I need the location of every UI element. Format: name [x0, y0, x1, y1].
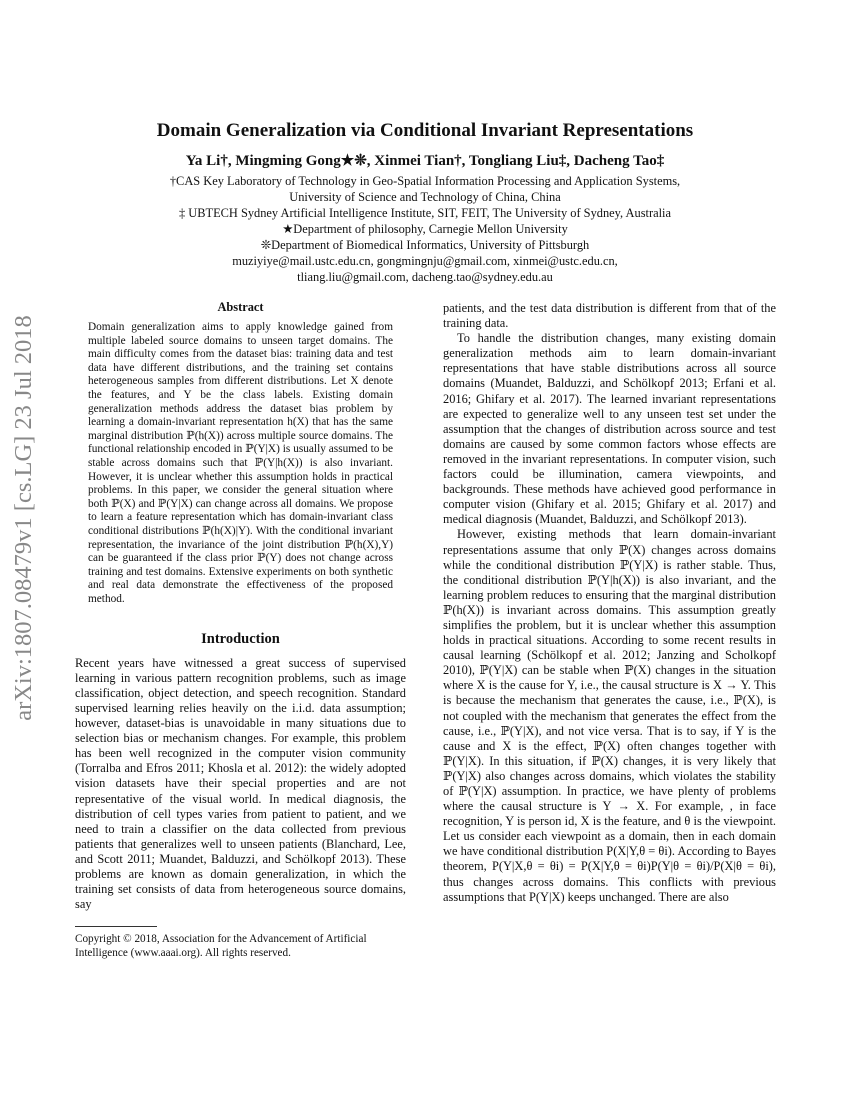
arxiv-stamp	[7, 298, 41, 738]
body-paragraph: However, existing methods that learn domain-invariant representations assume that only ℙ(X) changes across domains while the conditional distribution ℙ(Y|X) is rather stable. Thus, the conditional distribution ℙ(Y|h(X)) is also invariant, and the learning problem reduces to ensuring that the marginal distribution ℙ(h(X)) is invariant across domains. This assumption greatly simplifies the problem, but it is unclear whether this assumption holds in practical situations. According to some recent results in causal learning (Schölkopf et al. 2012; Janzing and Scholkopf 2010), ℙ(Y|X) can be stable when ℙ(X) changes in the situation where X is the cause for Y, i.e., the causal structure is X → Y. This is because the mechanism that generates the cause, i.e., ℙ(X), is not coupled with the mechanism that generates the effect from the cause, i.e., ℙ(Y|X), and not vice versa. That is to say, if Y is the cause and X is the effect, ℙ(X) often changes together with ℙ(Y|X). In this situation, if ℙ(X) changes, it is very likely that ℙ(Y|X) also changes across domains, which violates the stability of ℙ(Y|X) assumption. In practice, we have plenty of problems where the causal structure is Y → X. For example, , in face recognition, Y is person id, X is the feature, and θ is the viewpoint. Let us consider each viewpoint as a domain, then in each domain we have conditional distribution P(X|Y,θ = θi). According to Bayes theorem, P(Y|X,θ = θi) = P(X|Y,θ = θi)P(Y|θ = θi)/P(X|θ = θi), thus changes across domains. This conflicts with previous assumptions that P(Y|X) keeps unchanged. There are also	[443, 527, 776, 904]
affiliation-line: ‡ UBTECH Sydney Artificial Intelligence Institute, SIT, FEIT, The University of Sydney, Australia	[179, 206, 671, 220]
body-paragraph: To handle the distribution changes, many existing domain generalization methods aim to learn domain-invariant representations that have stable distributions across all source domains (Muandet, Balduzzi, and Schölkopf 2013; Erfani et al. 2016; Ghifary et al. 2017). The learned invariant representations are expected to generalize well to any unseen test set under the assumption that the changes of distribution across source and test domains are caused by some common factors whose effects are removed in the invariant representations. In computer vision, such factors could be illumination, camera viewpoints, and backgrounds. These methods have achieved good performance in computer vision (Ghifary et al. 2015; Ghifary et al. 2017) and medical diagnosis (Muandet, Balduzzi, and Schölkopf 2013).	[443, 331, 776, 527]
abstract-heading: Abstract	[217, 300, 264, 314]
author-list: Ya Li†, Mingming Gong★❊, Xinmei Tian†, Tongliang Liu‡, Dacheng Tao‡	[185, 153, 665, 169]
abstract-text: Domain generalization aims to apply knowledge gained from multiple labeled source domains to unseen target domains. The main difficulty comes from the dataset bias: training data and test data have different distributions, and the training set contains heterogeneous samples from different distributions. Let X denote the features, and Y be the class labels. Existing domain generalization methods address the dataset bias problem by learning a domain-invariant representation h(X) that has the same marginal distribution ℙ(h(X)) across multiple source domains. The functional relationship encoded in ℙ(Y|X) is usually assumed to be stable across domains such that ℙ(Y|h(X)) is also invariant. However, it is unclear whether this assumption holds in practical problems. In this paper, we consider the general situation where both ℙ(X) and ℙ(Y|X) can change across all domains. We propose to learn a feature representation which has domain-invariant class conditional distributions ℙ(h(X)|Y). With the conditional invariant representation, the invariance of the joint distribution ℙ(h(X),Y) can be guaranteed if the class prior ℙ(Y) does not change across training and test domains. Extensive experiments on both synthetic and real data demonstrate the effectiveness of the proposed method.	[88, 321, 393, 605]
arxiv-stamp-text: arXiv:1807.08479v1 [cs.LG] 23 Jul 2018	[10, 315, 37, 721]
affiliation-line: ★Department of philosophy, Carnegie Mellon University	[282, 222, 568, 236]
affiliation-line: University of Science and Technology of China, China	[289, 190, 561, 204]
affiliation-line: †CAS Key Laboratory of Technology in Geo-Spatial Information Processing and Application Systems,	[169, 174, 681, 188]
left-column	[75, 300, 406, 960]
affiliation-line: ❊Department of Biomedical Informatics, University of Pittsburgh	[260, 238, 590, 252]
body-paragraph: patients, and the test data distribution is different from that of the training data.	[443, 301, 776, 331]
affiliations	[0, 173, 850, 285]
introduction-heading: Introduction	[201, 630, 280, 647]
copyright-footnote: Copyright © 2018, Association for the Advancement of Artificial Intelligence (www.aaai.org). All rights reserved.	[75, 933, 367, 959]
introduction-paragraph: Recent years have witnessed a great success of supervised learning in various pattern recognition problems, such as image classification, object detection, and speech recognition. Standard supervised learning relies heavily on the i.i.d. data assumption; however, dataset-bias is unavoidable in many situations due to selection bias or mechanism changes. For example, this problem has been well recognized in the computer vision community (Torralba and Efros 2011; Khosla et al. 2012): the widely adopted vision datasets have their special properties and are not representative of the visual world. In medical diagnosis, the distribution of cell types varies from patient to patient, and we need to train a classifier on the data collected from previous patients that generalizes well to unseen patients (Blanchard, Lee, and Scott 2011; Muandet, Balduzzi, and Schölkopf 2013). These problems are known as domain generalization, in which the training set consists of data from heterogeneous source domains, say	[75, 655, 406, 912]
email-line: tliang.liu@gmail.com, dacheng.tao@sydney.edu.au	[297, 270, 553, 284]
email-line: muziyiye@mail.ustc.edu.cn, gongmingnju@gmail.com, xinmei@ustc.edu.cn,	[232, 254, 618, 268]
right-column	[443, 301, 776, 905]
paper-title: Domain Generalization via Conditional Invariant Representations	[156, 120, 694, 141]
footnote-rule	[75, 926, 157, 927]
